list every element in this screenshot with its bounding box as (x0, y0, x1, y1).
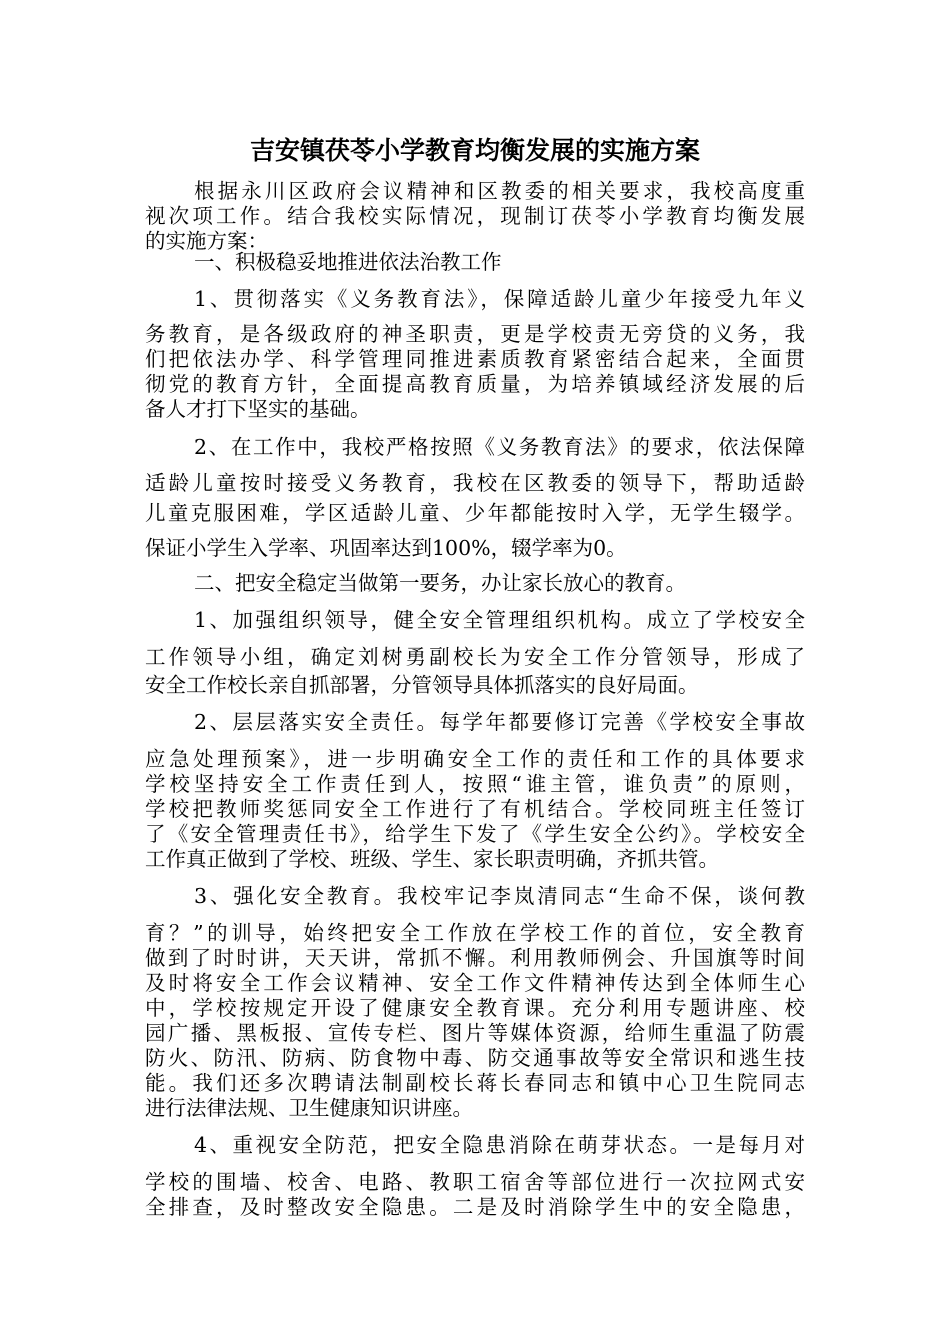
paragraph-line: 学校把教师奖惩同安全工作进行了有机结合。学校同班主任签订 (145, 797, 805, 821)
paragraph-line: 中，学校按规定开设了健康安全教育课。充分利用专题讲座、校 (145, 996, 805, 1020)
paragraph-line: 根据永川区政府会议精神和区教委的相关要求，我校高度重 (194, 179, 805, 203)
paragraph-line: 做到了时时讲，天天讲，常抓不懈。利用教师例会、升国旗等时间 (145, 946, 805, 970)
paragraph-line: 工作真正做到了学校、班级、学生、家长职责明确，齐抓共管。 (145, 847, 719, 871)
paragraph-line: 育？”的训导，始终把安全工作放在学校工作的首位，安全教育 (145, 921, 805, 945)
paragraph-line: 全排查，及时整改安全隐患。二是及时消除学生中的安全隐患， (145, 1195, 805, 1219)
paragraph-line: 防火、防汛、防病、防食物中毒、防交通事故等安全常识和逃生技 (145, 1046, 805, 1070)
paragraph-line: 1、加强组织领导，健全安全管理组织机构。成立了学校安全 (194, 608, 805, 632)
section-heading: 一、积极稳妥地推进依法治教工作 (194, 250, 502, 274)
paragraph-line: 彻党的教育方针，全面提高教育质量，为培养镇域经济发展的后 (145, 372, 805, 396)
paragraph-line: 学校坚持安全工作责任到人，按照“谁主管，谁负责”的原则， (145, 772, 805, 796)
paragraph-line: 们把依法办学、科学管理同推进素质教育紧密结合起来，全面贯 (145, 347, 805, 371)
section-heading: 二、把安全稳定当做第一要务，办让家长放心的教育。 (194, 571, 686, 595)
paragraph-line: 学校的围墙、校舍、电路、教职工宿舍等部位进行一次拉网式安 (145, 1170, 805, 1194)
paragraph-line: 2、在工作中，我校严格按照《义务教育法》的要求，依法保障 (194, 435, 805, 459)
paragraph-line: 应急处理预案》，进一步明确安全工作的责任和工作的具体要求 (145, 747, 805, 771)
paragraph-line: 3、强化安全教育。我校牢记李岚清同志“生命不保，谈何教 (194, 884, 805, 908)
paragraph-line: 安全工作校长亲自抓部署，分管领导具体抓落实的良好局面。 (145, 673, 699, 697)
paragraph-line: 备人才打下坚实的基础。 (145, 397, 371, 421)
paragraph-line: 务教育，是各级政府的神圣职责，更是学校责无旁贷的义务，我 (145, 322, 805, 346)
paragraph-line: 视次项工作。结合我校实际情况，现制订茯苓小学教育均衡发展 (145, 204, 805, 228)
paragraph-line: 了《安全管理责任书》，给学生下发了《学生安全公约》。学校安全 (145, 822, 805, 846)
document-title: 吉安镇茯苓小学教育均衡发展的实施方案 (249, 136, 700, 165)
paragraph-line: 2、层层落实安全责任。每学年都要修订完善《学校安全事故 (194, 710, 805, 734)
paragraph-line: 的实施方案： (145, 229, 268, 253)
paragraph-line: 儿童克服困难，学区适龄儿童、少年都能按时入学，无学生辍学。 (145, 501, 805, 525)
paragraph-line: 工作领导小组，确定刘树勇副校长为安全工作分管领导，形成了 (145, 645, 805, 669)
paragraph-line: 保证小学生入学率、巩固率达到100%，辍学率为0。 (145, 536, 627, 560)
paragraph-line: 及时将安全工作会议精神、安全工作文件精神传达到全体师生心 (145, 971, 805, 995)
paragraph-line: 适龄儿童按时接受义务教育，我校在区教委的领导下，帮助适龄 (145, 471, 805, 495)
paragraph-line: 4、重视安全防范，把安全隐患消除在萌芽状态。一是每月对 (194, 1133, 805, 1157)
paragraph-line: 能。我们还多次聘请法制副校长蒋长春同志和镇中心卫生院同志 (145, 1071, 805, 1095)
paragraph-line: 进行法律法规、卫生健康知识讲座。 (145, 1096, 473, 1120)
paragraph-line: 园广播、黑板报、宣传专栏、图片等媒体资源，给师生重温了防震 (145, 1021, 805, 1045)
paragraph-line: 1、贯彻落实《义务教育法》，保障适龄儿童少年接受九年义 (194, 287, 805, 311)
